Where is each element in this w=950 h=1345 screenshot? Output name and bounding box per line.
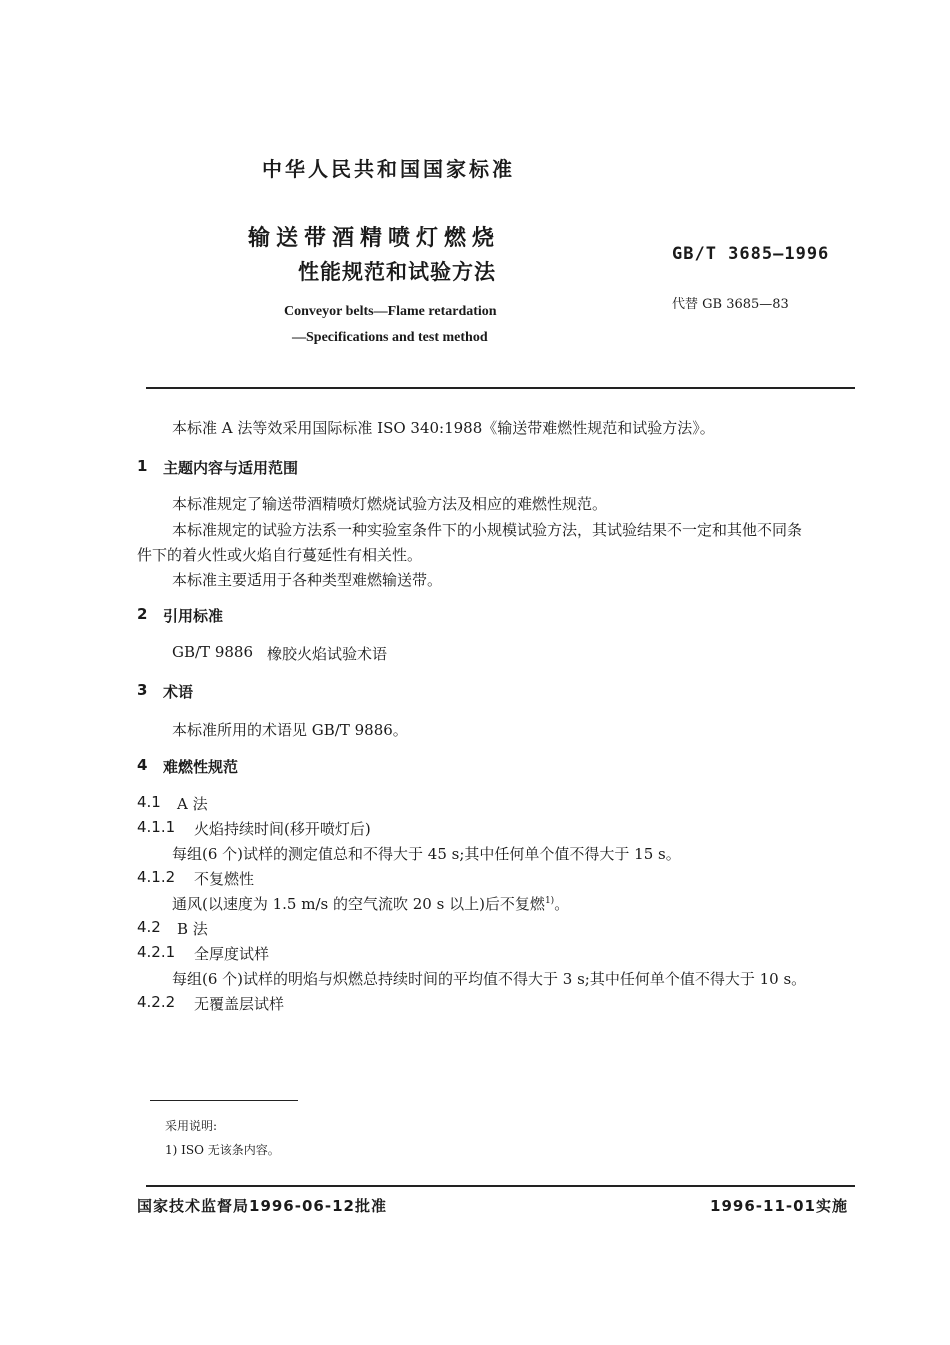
title-line-1: 输送带酒精喷灯燃烧 bbox=[248, 226, 501, 251]
approval-date: 国家技术监督局1996-06-12批准 bbox=[137, 1197, 387, 1215]
clause-4-1-number: 4.1 bbox=[137, 793, 161, 811]
section-3-paragraph: 本标准所用的术语见 GB/T 9886。 bbox=[172, 721, 408, 739]
clause-4-2-1-title: 全厚度试样 bbox=[194, 945, 270, 963]
section-4-number: 4 bbox=[137, 756, 148, 774]
replaces-standard: 代替 GB 3685—83 bbox=[672, 297, 789, 312]
section-3-title: 术语 bbox=[163, 683, 194, 701]
section-2-title: 引用标准 bbox=[163, 607, 224, 625]
clause-4-2-1-text: 每组(6 个)试样的明焰与炽燃总持续时间的平均值不得大于 3 s;其中任何单个值不得大于 10 s。 bbox=[172, 970, 807, 988]
clause-4-1-1-title: 火焰持续时间(移开喷灯后) bbox=[194, 820, 371, 838]
clause-4-1-2-title: 不复燃性 bbox=[194, 870, 255, 888]
footnote-label: 采用说明: bbox=[165, 1119, 218, 1133]
implementation-date: 1996-11-01实施 bbox=[710, 1197, 848, 1215]
section-4-title: 难燃性规范 bbox=[163, 758, 239, 776]
national-standard-heading: 中华人民共和国国家标准 bbox=[262, 157, 515, 181]
section-1-paragraph-2-line-2: 件下的着火性或火焰自行蔓延性有相关性。 bbox=[137, 546, 423, 564]
clause-4-1-2-number: 4.1.2 bbox=[137, 868, 176, 886]
clause-4-2-number: 4.2 bbox=[137, 918, 161, 936]
section-1-paragraph-1: 本标准规定了输送带酒精喷灯燃烧试验方法及相应的难燃性规范。 bbox=[172, 495, 608, 513]
clause-4-1-2-text-line bbox=[172, 893, 569, 914]
clause-4-1-2-text-end: 。 bbox=[554, 895, 570, 913]
reference-code: GB/T 9886 bbox=[172, 643, 254, 661]
footnote-marker: 1) bbox=[544, 896, 555, 906]
footnote-text: 1) ISO 无该条内容。 bbox=[165, 1143, 280, 1157]
reference-title: 橡胶火焰试验术语 bbox=[267, 645, 388, 663]
clause-4-1-2-text: 通风(以速度为 1.5 m/s 的空气流吹 20 s 以上)后不复燃 bbox=[172, 895, 545, 913]
section-1-paragraph-3: 本标准主要适用于各种类型难燃输送带。 bbox=[172, 571, 443, 589]
clause-4-2-1-number: 4.2.1 bbox=[137, 943, 176, 961]
clause-4-1-title: A 法 bbox=[177, 795, 208, 813]
english-title-line-1: Conveyor belts—Flame retardation bbox=[284, 304, 497, 319]
section-2-number: 2 bbox=[137, 605, 148, 623]
clause-4-1-1-text: 每组(6 个)试样的测定值总和不得大于 45 s;其中任何单个值不得大于 15 s。 bbox=[172, 845, 681, 863]
english-title-line-2: —Specifications and test method bbox=[292, 330, 488, 345]
intro-paragraph: 本标准 A 法等效采用国际标准 ISO 340:1988《输送带难燃性规范和试验方法》。 bbox=[172, 419, 715, 437]
footnote-divider bbox=[150, 1100, 298, 1101]
section-1-paragraph-2-line-1: 本标准规定的试验方法系一种实验室条件下的小规模试验方法，其试验结果不一定和其他不同条 bbox=[172, 521, 803, 539]
standard-number: GB/T 3685—1996 bbox=[672, 244, 830, 264]
section-1-title: 主题内容与适用范围 bbox=[163, 459, 299, 477]
clause-4-2-title: B 法 bbox=[177, 920, 208, 938]
footer-divider bbox=[146, 1185, 855, 1187]
clause-4-1-1-number: 4.1.1 bbox=[137, 818, 176, 836]
title-line-2: 性能规范和试验方法 bbox=[298, 260, 496, 284]
clause-4-2-2-number: 4.2.2 bbox=[137, 993, 176, 1011]
header-divider bbox=[146, 387, 855, 389]
clause-4-2-2-title: 无覆盖层试样 bbox=[194, 995, 285, 1013]
section-3-number: 3 bbox=[137, 681, 148, 699]
section-1-number: 1 bbox=[137, 457, 148, 475]
